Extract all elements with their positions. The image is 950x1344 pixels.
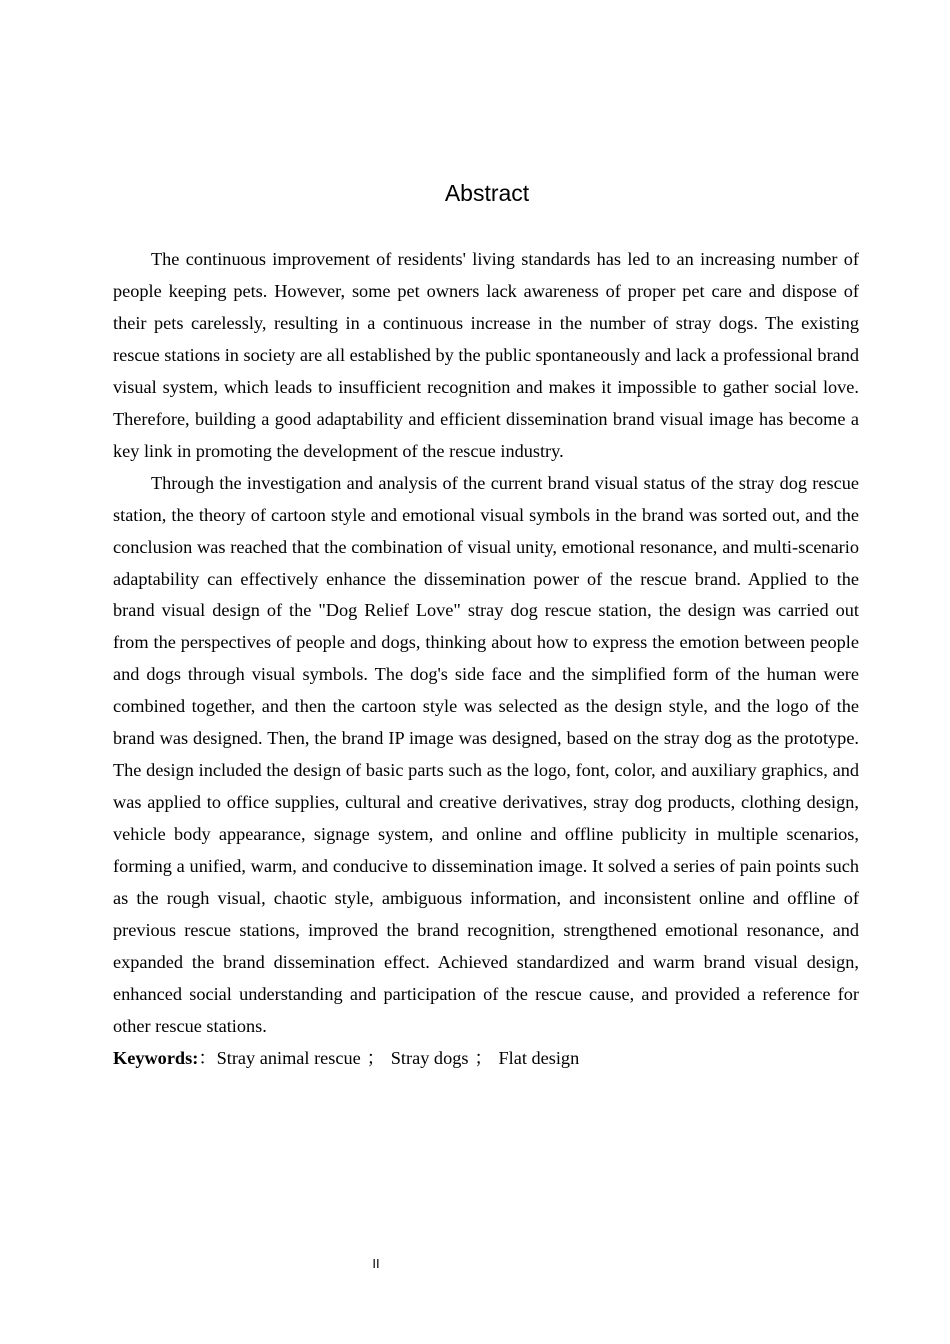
keywords-label: Keywords: (113, 1047, 199, 1068)
abstract-paragraph-1: The continuous improvement of residents' living standards has led to an increasing number of people keeping pets. However, some pet owners lack awareness of proper pet care and dispose of their pets carelessly, resulting in a continuous increase in the number of stray dogs. The existing rescue stations in society are all established by the public spontaneously and lack a professional brand visual system, which leads to insufficient recognition and makes it impossible to gather social love. Therefore, building a good adaptability and efficient dissemination brand visual image has become a key link in promoting the development of the rescue industry. (113, 249, 859, 461)
page-title: Abstract (444, 180, 530, 206)
abstract-body (113, 244, 859, 1075)
keyword-item: Stray dogs (390, 1047, 469, 1068)
keyword-separator: ； (366, 1047, 385, 1068)
page-number: II (372, 1256, 380, 1271)
keyword-separator: ； (474, 1047, 493, 1068)
keywords-line (113, 1043, 859, 1075)
abstract-paragraph-2: Through the investigation and analysis of the current brand visual status of the stray dog rescue station, the theory of cartoon style and emotional visual symbols in the brand was sorted out, and the conclusion was reached that the combination of visual unity, emotional resonance, and multi-scenario adaptability can effectively enhance the dissemination power of the rescue brand. Applied to the brand visual design of the "Dog Relief Love" stray dog rescue station, the design was carried out from the perspectives of people and dogs, thinking about how to express the emotion between people and dogs through visual symbols. The dog's side face and the simplified form of the human were combined together, and then the cartoon style was selected as the design style, and the logo of the brand was designed. Then, the brand IP image was designed, based on the stray dog as the prototype. The design included the design of basic parts such as the logo, font, color, and auxiliary graphics, and was applied to office supplies, cultural and creative derivatives, stray dog products, clothing design, vehicle body appearance, signage system, and online and offline publicity in multiple scenarios, forming a unified, warm, and conducive to dissemination image. It solved a series of pain points such as the rough visual, chaotic style, ambiguous information, and inconsistent online and offline of previous rescue stations, improved the brand recognition, strengthened emotional resonance, and expanded the brand dissemination effect. Achieved standardized and warm brand visual design, enhanced social understanding and participation of the rescue cause, and provided a reference for other rescue stations. (113, 472, 859, 1036)
keyword-item: Flat design (498, 1047, 580, 1068)
keyword-item: Stray animal rescue (216, 1047, 361, 1068)
keywords-label-suffix: ： (198, 1047, 217, 1068)
